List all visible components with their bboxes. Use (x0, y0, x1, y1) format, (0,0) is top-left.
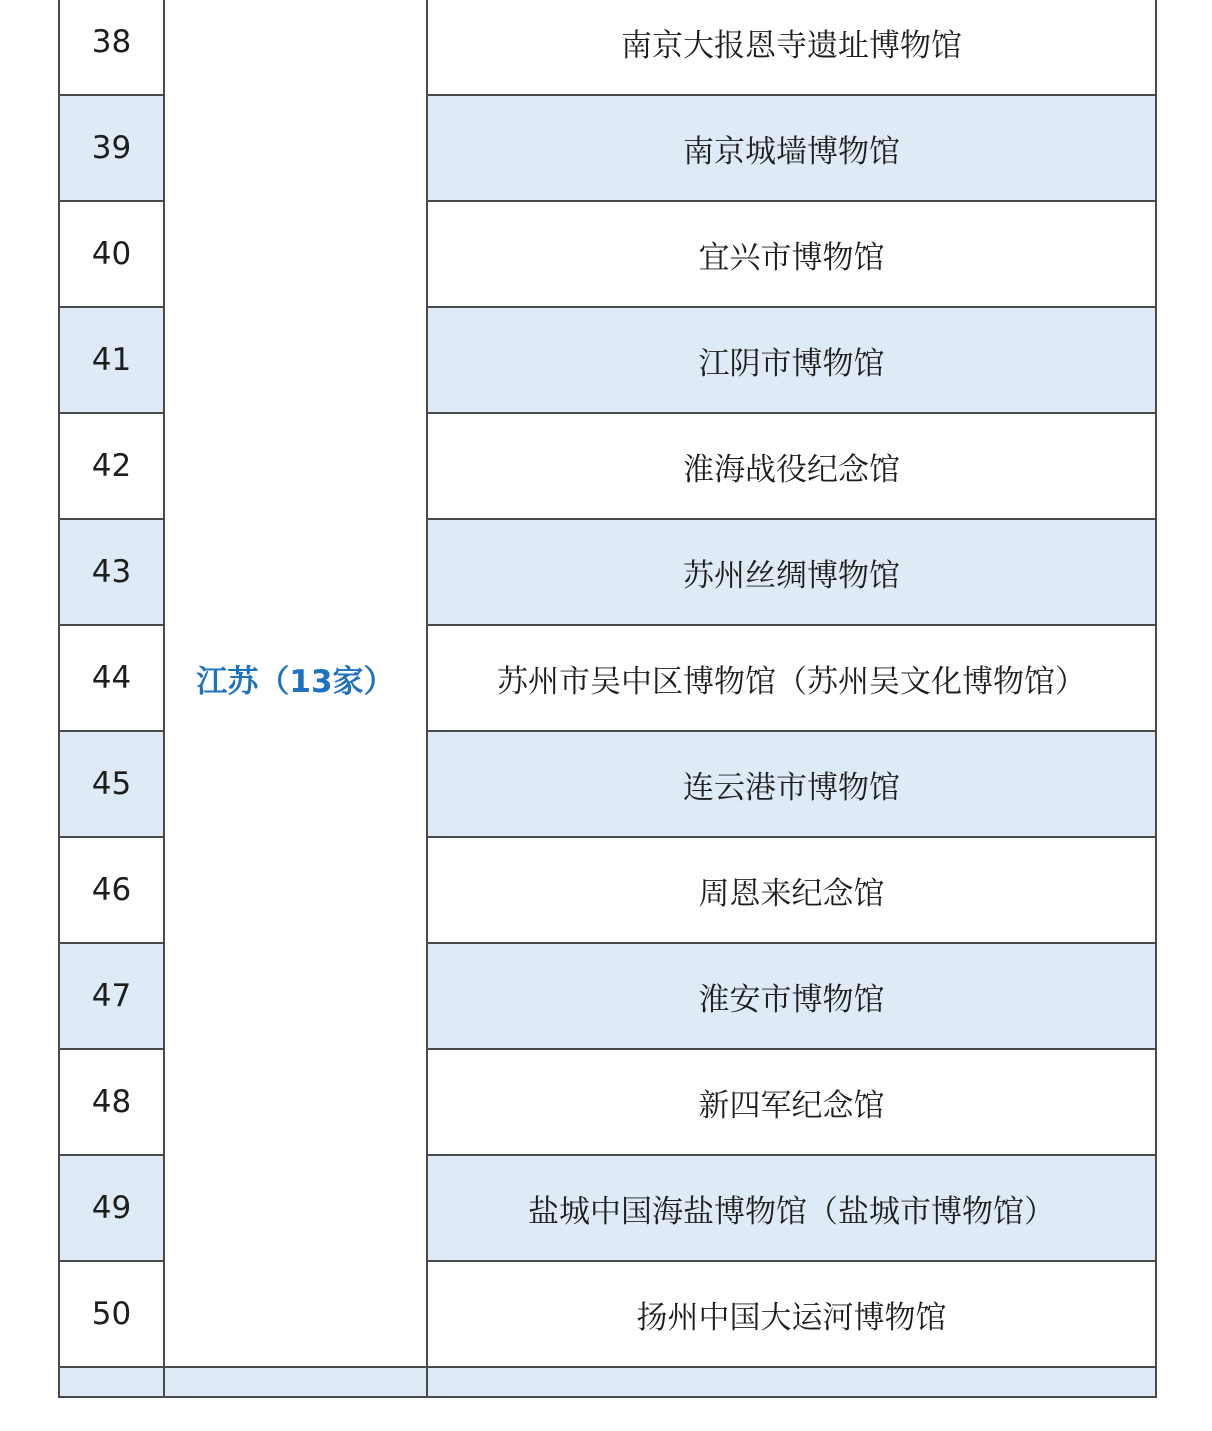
museum-name: 宜兴市博物馆 (427, 201, 1156, 307)
museum-name: 苏州市吴中区博物馆（苏州吴文化博物馆） (427, 625, 1156, 731)
museum-name-partial (427, 1367, 1156, 1397)
row-number: 50 (59, 1261, 164, 1367)
province-cell: 江苏（13家） (164, 0, 427, 1367)
table-row (59, 0, 1156, 95)
row-number: 43 (59, 519, 164, 625)
row-number: 38 (59, 0, 164, 95)
row-number: 45 (59, 731, 164, 837)
museum-name: 连云港市博物馆 (427, 731, 1156, 837)
row-number: 49 (59, 1155, 164, 1261)
row-number: 44 (59, 625, 164, 731)
row-number: 47 (59, 943, 164, 1049)
next-row-partial (59, 1367, 1156, 1397)
province-cell-partial (164, 1367, 427, 1397)
museum-name: 新四军纪念馆 (427, 1049, 1156, 1155)
museum-name: 扬州中国大运河博物馆 (427, 1261, 1156, 1367)
museum-name: 南京大报恩寺遗址博物馆 (427, 0, 1156, 95)
row-number: 46 (59, 837, 164, 943)
row-number: 48 (59, 1049, 164, 1155)
museum-name: 盐城中国海盐博物馆（盐城市博物馆） (427, 1155, 1156, 1261)
row-number: 39 (59, 95, 164, 201)
museum-name: 淮安市博物馆 (427, 943, 1156, 1049)
row-number: 42 (59, 413, 164, 519)
museum-table (58, 0, 1157, 1398)
row-number-partial (59, 1367, 164, 1397)
museum-table-container (58, 0, 1155, 1398)
museum-name: 周恩来纪念馆 (427, 837, 1156, 943)
museum-name: 淮海战役纪念馆 (427, 413, 1156, 519)
row-number: 41 (59, 307, 164, 413)
museum-name: 苏州丝绸博物馆 (427, 519, 1156, 625)
museum-name: 江阴市博物馆 (427, 307, 1156, 413)
row-number: 40 (59, 201, 164, 307)
museum-name: 南京城墙博物馆 (427, 95, 1156, 201)
